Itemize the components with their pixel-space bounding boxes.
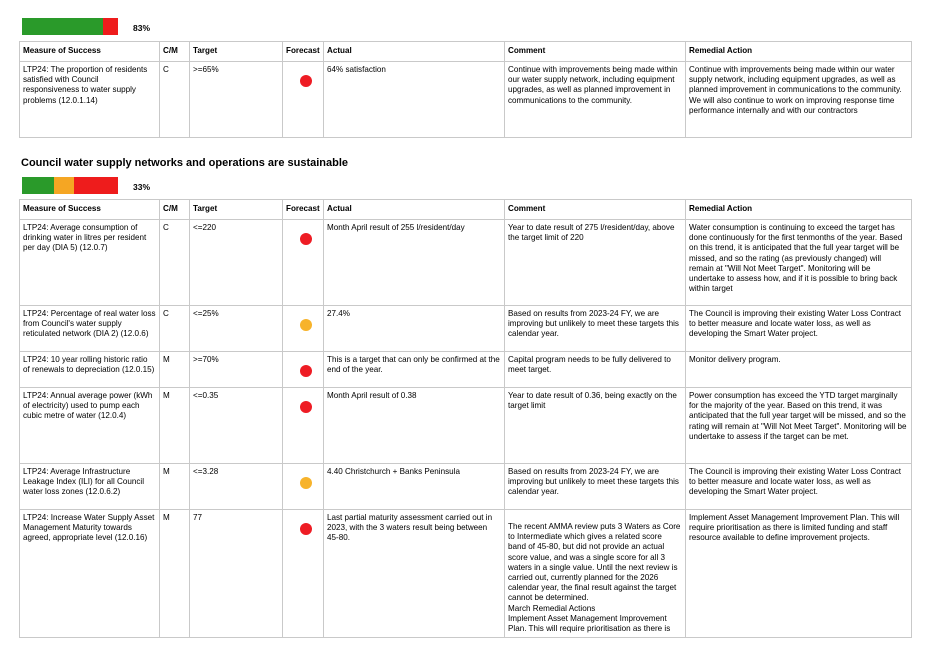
target-cell: <=25% — [190, 306, 283, 352]
actual-cell: 27.4% — [324, 306, 505, 352]
measure-cell: LTP24: Increase Water Supply Asset Management Maturity towards agreed, appropriate level (12.0.16) — [20, 510, 160, 638]
table-header-row — [20, 42, 912, 62]
table-row — [20, 62, 912, 138]
measures-table-2 — [19, 199, 912, 638]
forecast-amber-dot-icon — [300, 477, 312, 489]
cm-cell: C — [160, 62, 190, 138]
comment-cell: Capital program needs to be fully delivered to meet target. — [505, 352, 686, 388]
header-remedial: Remedial Action — [686, 200, 912, 220]
header-comment: Comment — [505, 42, 686, 62]
actual-cell: Month April result of 0.38 — [324, 388, 505, 464]
status-percent-2: 33% — [133, 182, 151, 192]
actual-cell: 64% satisfaction — [324, 62, 505, 138]
header-cm: C/M — [160, 42, 190, 62]
actual-cell: 4.40 Christchurch + Banks Peninsula — [324, 464, 505, 510]
forecast-cell — [283, 220, 324, 306]
table-row — [20, 220, 912, 306]
remedial-cell: The Council is improving their existing Water Loss Contract to better measure and locate water loss, as well as developing the Smart Water project. — [686, 306, 912, 352]
measure-cell: LTP24: 10 year rolling historic ratio of renewals to depreciation (12.0.15) — [20, 352, 160, 388]
header-measure: Measure of Success — [20, 42, 160, 62]
forecast-red-dot-icon — [300, 523, 312, 535]
forecast-cell — [283, 510, 324, 638]
remedial-cell: Implement Asset Management Improvement Plan. This will require prioritisation as there is limited funding and staff resource available to define improvement projects. — [686, 510, 912, 638]
header-actual: Actual — [324, 42, 505, 62]
header-target: Target — [190, 200, 283, 220]
comment-cell: Year to date result of 275 l/resident/day, above the target limit of 220 — [505, 220, 686, 306]
status-bar-1-red — [103, 18, 118, 35]
forecast-cell — [283, 388, 324, 464]
forecast-amber-dot-icon — [300, 319, 312, 331]
header-remedial: Remedial Action — [686, 42, 912, 62]
status-bar-2-amber — [54, 177, 74, 194]
target-cell: >=65% — [190, 62, 283, 138]
target-cell: <=220 — [190, 220, 283, 306]
remedial-cell: Monitor delivery program. — [686, 352, 912, 388]
measures-table-1 — [19, 41, 912, 138]
measure-cell: LTP24: Percentage of real water loss from Council's water supply reticulated network (DIA 2) (12.0.6) — [20, 306, 160, 352]
actual-cell: This is a target that can only be confirmed at the end of the year. — [324, 352, 505, 388]
header-measure: Measure of Success — [20, 200, 160, 220]
target-cell: >=70% — [190, 352, 283, 388]
target-cell: <=0.35 — [190, 388, 283, 464]
cm-cell: C — [160, 306, 190, 352]
header-target: Target — [190, 42, 283, 62]
measure-cell: LTP24: Annual average power (kWh of electricity) used to pump each cubic metre of water (12.0.4) — [20, 388, 160, 464]
remedial-cell: The Council is improving their existing Water Loss Contract to better measure and locate water loss, as well as developing the Smart Water project. — [686, 464, 912, 510]
actual-cell: Last partial maturity assessment carried out in 2023, with the 3 waters result being between 45-80. — [324, 510, 505, 638]
header-actual: Actual — [324, 200, 505, 220]
measure-cell: LTP24: Average consumption of drinking water in litres per resident per day (DIA 5) (12.0.7) — [20, 220, 160, 306]
table-header-row — [20, 200, 912, 220]
forecast-red-dot-icon — [300, 233, 312, 245]
status-bar-1-green — [22, 18, 103, 35]
forecast-cell — [283, 62, 324, 138]
actual-cell: Month April result of 255 l/resident/day — [324, 220, 505, 306]
table-row — [20, 306, 912, 352]
header-cm: C/M — [160, 200, 190, 220]
comment-cell: Continue with improvements being made within our water supply network, including equipment upgrades, as well as planned improvement in communications to the community. — [505, 62, 686, 138]
target-cell: 77 — [190, 510, 283, 638]
cm-cell: M — [160, 464, 190, 510]
table-row — [20, 352, 912, 388]
cm-cell: M — [160, 510, 190, 638]
table-row — [20, 464, 912, 510]
target-cell: <=3.28 — [190, 464, 283, 510]
section-heading: Council water supply networks and operations are sustainable — [21, 157, 349, 169]
forecast-cell — [283, 464, 324, 510]
measure-cell: LTP24: Average Infrastructure Leakage Index (ILI) for all Council water loss zones (12.0.6.2) — [20, 464, 160, 510]
cm-cell: M — [160, 352, 190, 388]
header-comment: Comment — [505, 200, 686, 220]
remedial-cell: Power consumption has exceed the YTD target marginally for the majority of the year. Based on this trend, it was anticipated that the full year target will be missed, and so the rating will remain at "Will Not Meet Target". Monitoring will be undertake to assess if the target can be met. — [686, 388, 912, 464]
status-bar-2-red — [74, 177, 118, 194]
status-percent-1: 83% — [133, 23, 151, 33]
forecast-red-dot-icon — [300, 365, 312, 377]
forecast-red-dot-icon — [300, 401, 312, 413]
cm-cell: M — [160, 388, 190, 464]
measure-cell: LTP24: The proportion of residents satisfied with Council responsiveness to water supply problems (12.0.1.14) — [20, 62, 160, 138]
remedial-cell: Continue with improvements being made within our water supply network, including equipment upgrades, as well as planned improvement in communications to the community. We will also continue to work on improving response time performance internally and with our contractors — [686, 62, 912, 138]
remedial-cell: Water consumption is continuing to exceed the target has done continuously for the first tenmonths of the year. Based on this trend, it is anticipated that the full year target will be missed, and so the rating (as previously changed) will remain at "Will Not Meet Target". Monitoring will be undertake to assess how, and if it is possible to bring back within target — [686, 220, 912, 306]
status-bar-2-green — [22, 177, 54, 194]
forecast-red-dot-icon — [300, 75, 312, 87]
header-forecast: Forecast — [283, 200, 324, 220]
forecast-cell — [283, 306, 324, 352]
table-row — [20, 510, 912, 638]
comment-cell: The recent AMMA review puts 3 Waters as Core to Intermediate which gives a related score band of 45-80, but did not provide an actual score value, and was a single score for all 3 waters in a single value. Until the next review is carried out, currently planned for the 2026 calendar year, the final result against the target cannot be determined. March Remedial Actions Implement Asset Management Improvement Plan. This will require prioritisation as there is — [505, 510, 686, 638]
comment-cell: Based on results from 2023-24 FY, we are improving but unlikely to meet these targets this calendar year. — [505, 464, 686, 510]
comment-cell: Based on results from 2023-24 FY, we are improving but unlikely to meet these targets this calendar year. — [505, 306, 686, 352]
table-row — [20, 388, 912, 464]
cm-cell: C — [160, 220, 190, 306]
comment-cell: Year to date result of 0.36, being exactly on the target limit — [505, 388, 686, 464]
status-bar-2 — [22, 177, 118, 194]
forecast-cell — [283, 352, 324, 388]
status-bar-1 — [22, 18, 118, 35]
header-forecast: Forecast — [283, 42, 324, 62]
